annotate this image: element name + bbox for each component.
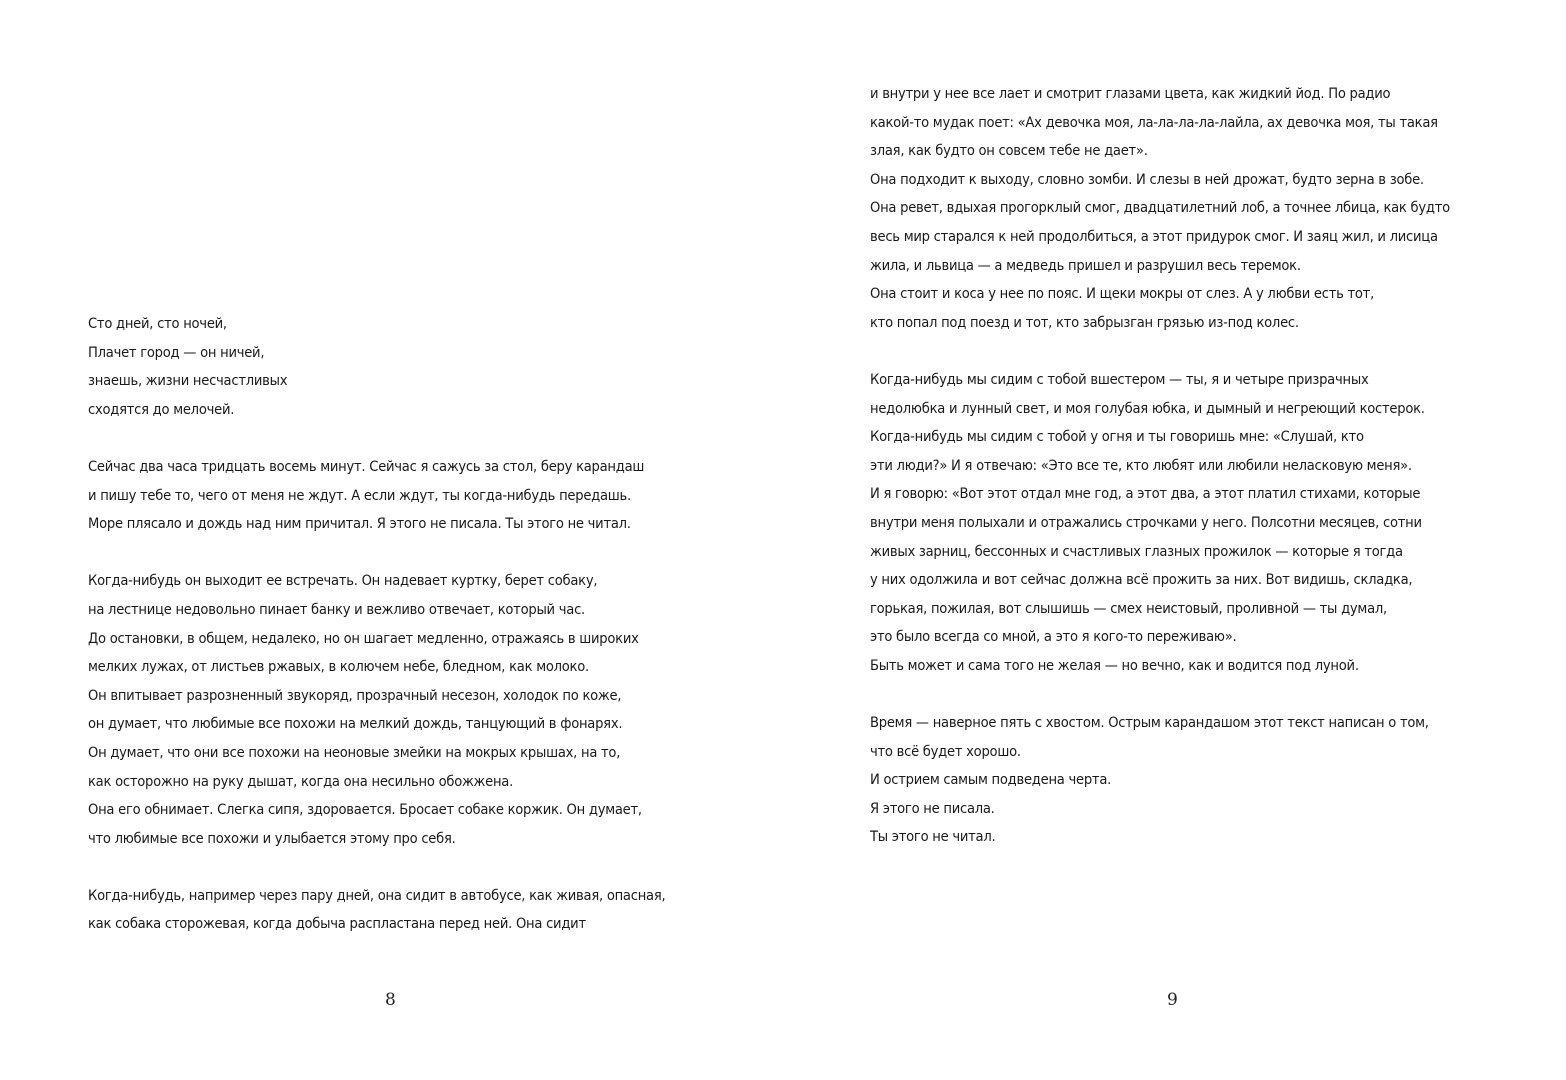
text-line: знаешь, жизни несчастливых	[88, 372, 288, 390]
text-line: как осторожно на руку дышат, когда она несильно обожжена.	[88, 772, 514, 790]
text-line: внутри меня полыхали и отражались строчками у него. Полсотни месяцев, сотни	[870, 513, 1422, 531]
text-line: и пишу тебе то, чего от меня не ждут. А если ждут, ты когда-нибудь передашь.	[88, 486, 631, 504]
text-line: И я говорю: «Вот этот отдал мне год, а этот два, а этот платил стихами, которые	[870, 485, 1421, 503]
left-page-text	[88, 310, 665, 939]
text-line: что любимые все похожи и улыбается этому про себя.	[88, 829, 456, 847]
text-line: Он думает, что они все похожи на неоновые змейки на мокрых крышах, на то,	[88, 743, 621, 761]
text-line: это было всегда со мной, а это я кого-то переживаю».	[870, 628, 1237, 646]
paragraph	[88, 567, 665, 853]
text-line: как собака сторожевая, когда добыча распластана перед ней. Она сидит	[88, 915, 586, 933]
text-line: Когда-нибудь, например через пару дней, она сидит в автобусе, как живая, опасная,	[88, 886, 666, 904]
right-page	[783, 0, 1566, 1080]
text-line: Быть может и сама того не желая — но вечно, как и водится под луной.	[870, 656, 1359, 674]
text-line: Когда-нибудь мы сидим с тобой у огня и ты говоришь мне: «Слушай, кто	[870, 428, 1364, 446]
text-line: Плачет город — он ничей,	[88, 343, 265, 361]
text-line: кто попал под поезд и тот, кто забрызган грязью из-под колес.	[870, 313, 1299, 331]
text-line: Ты этого не читал.	[870, 828, 996, 846]
right-page-text	[870, 80, 1450, 852]
text-line: Он впитывает разрозненный звукоряд, прозрачный несезон, холодок по коже,	[88, 686, 622, 704]
page-number: 9	[1167, 990, 1178, 1010]
text-line: Она ревет, вдыхая прогорклый смог, двадцатилетний лоб, а точнее лбица, как будто	[870, 199, 1450, 217]
paragraph	[88, 882, 665, 939]
text-line: Море плясало и дождь над ним причитал. Я этого не писала. Ты этого не читал.	[88, 515, 631, 533]
text-line: И острием самым подведена черта.	[870, 771, 1112, 789]
text-line: горькая, пожилая, вот слышишь — смех неистовый, проливной — ты думал,	[870, 599, 1387, 617]
text-line: До остановки, в общем, недалеко, но он шагает медленно, отражаясь в широких	[88, 629, 639, 647]
text-line: Когда-нибудь он выходит ее встречать. Он надевает куртку, берет собаку,	[88, 572, 598, 590]
text-line: злая, как будто он совсем тебе не дает».	[870, 142, 1148, 160]
paragraph	[88, 453, 665, 539]
text-line: недолюбка и лунный свет, и моя голубая юбка, и дымный и негреющий костерок.	[870, 399, 1425, 417]
text-line: Сейчас два часа тридцать восемь минут. Сейчас я сажусь за стол, беру карандаш	[88, 457, 645, 475]
text-line: сходятся до мелочей.	[88, 400, 235, 418]
text-line: весь мир старался к ней продолбиться, а этот придурок смог. И заяц жил, и лисица	[870, 227, 1438, 245]
page-number: 8	[385, 990, 396, 1010]
text-line: Я этого не писала.	[870, 799, 995, 817]
paragraph	[870, 709, 1450, 852]
text-line: и внутри у нее все лает и смотрит глазами цвета, как жидкий йод. По радио	[870, 85, 1391, 102]
paragraph	[870, 80, 1450, 337]
text-line: жила, и львица — а медведь пришел и разрушил весь теремок.	[870, 256, 1301, 274]
text-line: какой-то мудак поет: «Ах девочка моя, ла-ла-ла-ла-лайла, ах девочка моя, ты такая	[870, 113, 1438, 131]
text-line: Она подходит к выходу, словно зомби. И слезы в ней дрожат, будто зерна в зобе.	[870, 170, 1424, 188]
text-line: Сто дней, сто ночей,	[88, 315, 227, 332]
text-line: эти люди?» И я отвечаю: «Это все те, кто любят или любили неласковую меня».	[870, 456, 1412, 474]
text-line: Она стоит и коса у нее по пояс. И щеки мокры от слез. А у любви есть тот,	[870, 285, 1374, 303]
text-line: Она его обнимает. Слегка сипя, здоровается. Бросает собаке коржик. Он думает,	[88, 801, 642, 819]
text-line: на лестнице недовольно пинает банку и вежливо отвечает, который час.	[88, 600, 585, 618]
text-line: мелких лужах, от листьев ржавых, в колючем небе, бледном, как молоко.	[88, 658, 589, 676]
text-line: у них одолжила и вот сейчас должна всё прожить за них. Вот видишь, складка,	[870, 571, 1413, 589]
text-line: живых зарниц, бессонных и счастливых глазных прожилок — которые я тогда	[870, 542, 1403, 560]
text-line: он думает, что любимые все похожи на мелкий дождь, танцующий в фонарях.	[88, 715, 623, 733]
poem-stanza	[88, 310, 665, 424]
text-line: Когда-нибудь мы сидим с тобой вшестером — ты, я и четыре призрачных	[870, 370, 1369, 388]
text-line: что всё будет хорошо.	[870, 742, 1021, 760]
text-line: Время — наверное пять с хвостом. Острым карандашом этот текст написан о том,	[870, 714, 1429, 732]
paragraph	[870, 366, 1450, 681]
